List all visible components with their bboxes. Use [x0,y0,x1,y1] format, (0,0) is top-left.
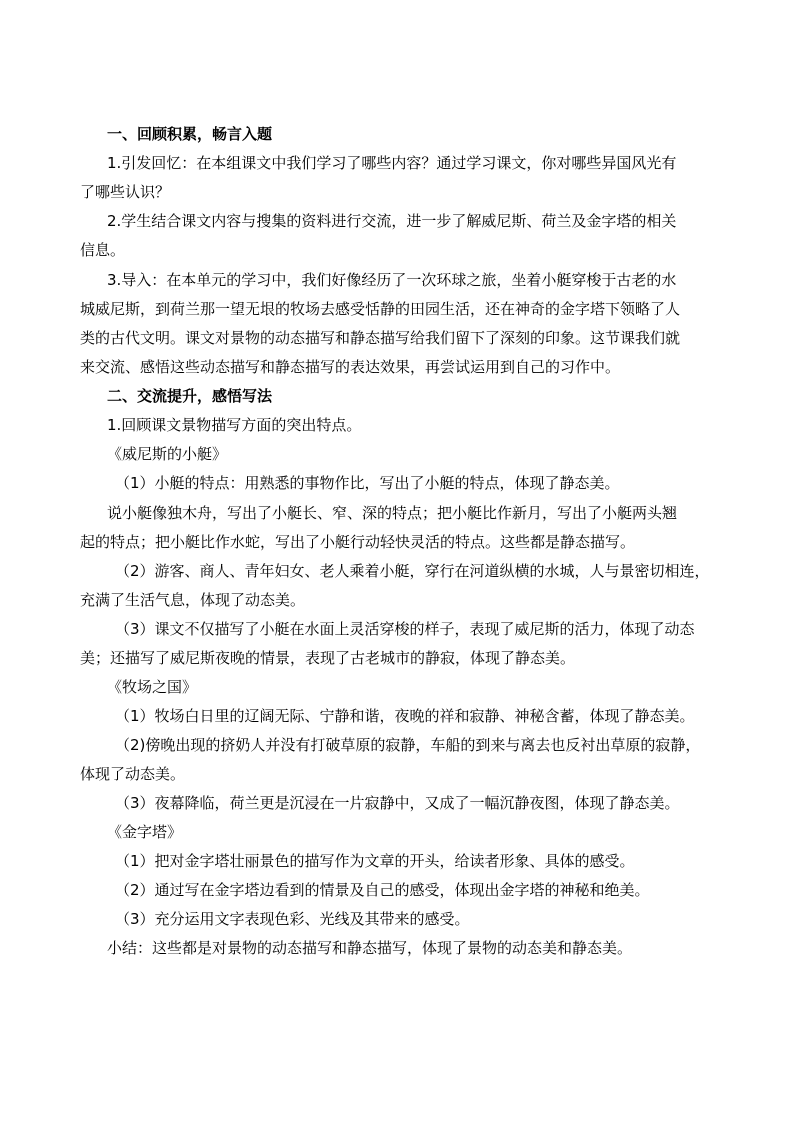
paragraph-line: （3）夜幕降临，荷兰更是沉浸在一片寂静中，又成了一幅沉静夜图，体现了静态美。 [115,794,680,812]
paragraph-line: （2)傍晚出现的挤奶人并没有打破草原的寂静，车船的到来与离去也反衬出草原的寂静， [115,736,701,754]
paragraph-line: 了哪些认识？ [80,183,171,201]
paragraph-line: （2）游客、商人、青年妇女、老人乘着小艇，穿行在河道纵横的水城，人与景密切相连， [115,562,710,580]
paragraph-line: 来交流、感悟这些动态描写和静态描写的表达效果，再尝试运用到自己的习作中。 [80,358,621,376]
paragraph-line: 体现了动态美。 [80,765,186,783]
book-title-line: 《牧场之国》 [107,678,198,696]
paragraph-line: （1）小艇的特点：用熟悉的事物作比，写出了小艇的特点，体现了静态美。 [115,474,620,492]
paragraph-line: 美；还描写了威尼斯夜晚的情景，表现了古老城市的静寂，体现了静态美。 [80,649,576,667]
paragraph-line: （2）通过写在金字塔边看到的情景及自己的感受，体现出金字塔的神秘和绝美。 [115,881,650,899]
book-title-line: 《金字塔》 [107,823,183,841]
paragraph-line: 3.导入：在本单元的学习中，我们好像经历了一次环球之旅，坐着小艇穿梭于古老的水 [107,271,677,289]
summary-line: 小结：这些都是对景物的动态描写和静态描写，体现了景物的动态美和静态美。 [107,939,633,957]
paragraph-line: 1.引发回忆：在本组课文中我们学习了哪些内容？通过学习课文，你对哪些异国风光有 [107,154,677,172]
section-heading-1: 一、回顾积累，畅言入题 [107,125,273,143]
section-heading-2: 二、交流提升，感悟写法 [107,387,273,405]
paragraph-line: 城威尼斯，到荷兰那一望无垠的牧场去感受恬静的田园生活，还在神奇的金字塔下领略了人 [80,300,681,318]
paragraph-line: （1）把对金字塔壮丽景色的描写作为文章的开头，给读者形象、具体的感受。 [115,852,635,870]
book-title-line: 《威尼斯的小艇》 [107,445,228,463]
paragraph-line: （3）课文不仅描写了小艇在水面上灵活穿梭的样子，表现了威尼斯的活力，体现了动态 [115,620,695,638]
paragraph-line: 1.回顾课文景物描写方面的突出特点。 [107,416,362,434]
paragraph-line: 类的古代文明。课文对景物的动态描写和静态描写给我们留下了深刻的印象。这节课我们就 [80,329,681,347]
paragraph-line: 2.学生结合课文内容与搜集的资料进行交流，进一步了解威尼斯、荷兰及金字塔的相关 [107,212,677,230]
paragraph-line: 信息。 [80,241,126,259]
paragraph-line: 起的特点；把小艇比作水蛇，写出了小艇行动轻快灵活的特点。这些都是静态描写。 [80,533,636,551]
paragraph-line: 充满了生活气息，体现了动态美。 [80,591,306,609]
paragraph-line: （1）牧场白日里的辽阔无际、宁静和谐，夜晚的祥和寂静、神秘含蓄，体现了静态美。 [115,707,695,725]
paragraph-line: （3）充分运用文字表现色彩、光线及其带来的感受。 [115,910,470,928]
paragraph-line: 说小艇像独木舟，写出了小艇长、窄、深的特点；把小艇比作新月，写出了小艇两头翘 [107,504,678,522]
